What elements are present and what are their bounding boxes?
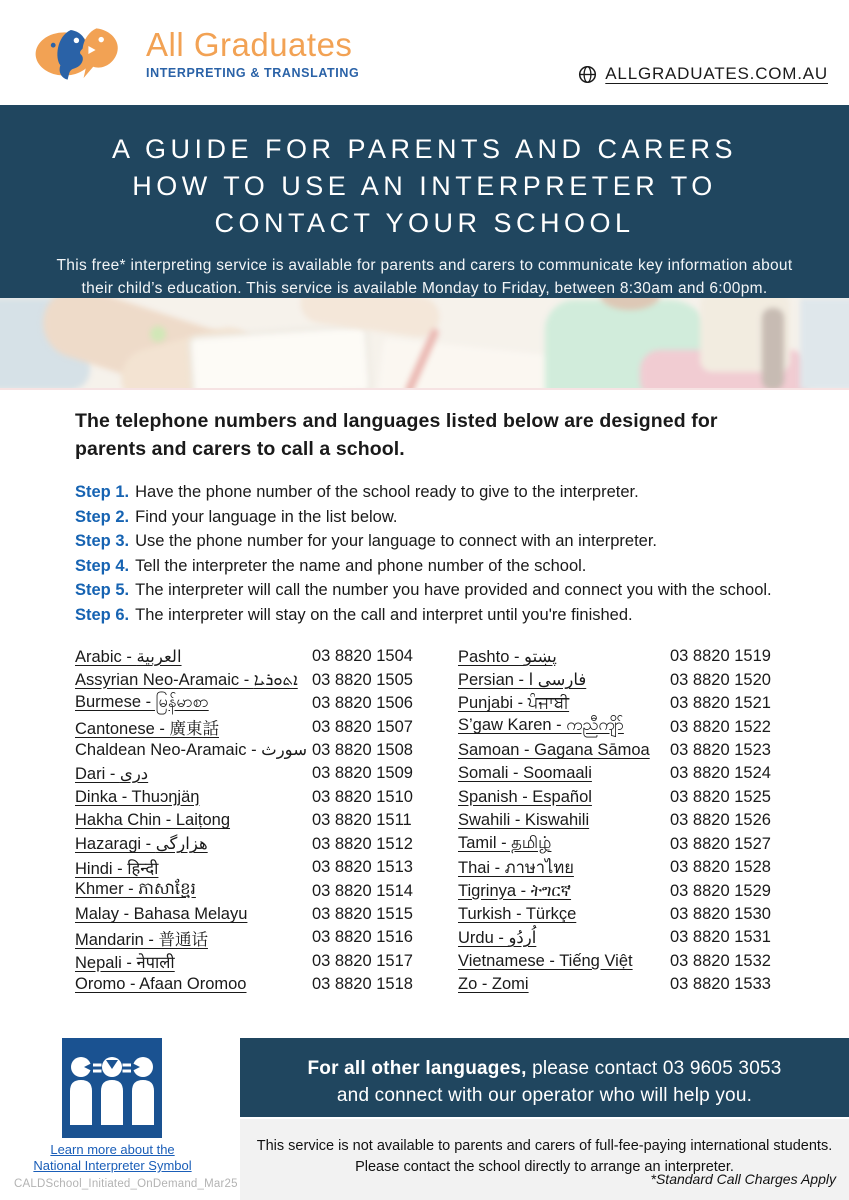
step-label: Step 1. <box>75 483 130 501</box>
step-label: Step 2. <box>75 507 130 526</box>
language-link[interactable]: Vietnamese - Tiếng Việt <box>458 951 633 970</box>
language-link[interactable]: Turkish - Türkçe <box>458 905 577 924</box>
language-link[interactable]: Dinka - Thuɔŋjäŋ <box>75 787 200 806</box>
language-link[interactable]: Cantonese - 廣東話 <box>75 720 219 739</box>
language-link[interactable]: Burmese - မြန်မာစာ <box>75 692 209 711</box>
disclaimer-line: This service is not available to parents and carers of full-fee-paying international students. <box>256 1138 833 1154</box>
step-text: Use the phone number for your language to connect with an interpreter. <box>135 532 658 551</box>
disclaimer-line: Please contact the school directly to arrange an interpreter. <box>355 1159 734 1175</box>
language-link[interactable]: Tamil - தமிழ் <box>458 833 552 852</box>
other-languages-bold: For all other languages, <box>307 1058 527 1079</box>
language-phone: 03 8820 1529 <box>670 881 771 900</box>
classroom-photo <box>0 298 849 390</box>
step-item <box>75 505 772 530</box>
language-phone: 03 8820 1532 <box>670 951 771 970</box>
language-phone: 03 8820 1518 <box>312 975 413 994</box>
brand-name: All Graduates <box>146 26 353 64</box>
header <box>0 0 849 105</box>
language-phone: 03 8820 1528 <box>670 858 771 877</box>
step-text: Tell the interpreter the name and phone number of the school. <box>135 556 587 575</box>
language-phone: 03 8820 1510 <box>312 787 413 806</box>
charges-note: *Standard Call Charges Apply <box>650 1171 836 1187</box>
step-item <box>75 578 772 603</box>
language-phone: 03 8820 1522 <box>670 717 771 736</box>
other-languages-rest: please contact 03 9605 3053 <box>526 1058 782 1079</box>
language-link[interactable]: Swahili - Kiswahili <box>458 811 590 830</box>
banner-title-line: CONTACT YOUR SCHOOL <box>214 208 635 238</box>
language-link[interactable]: Somali - Soomaali <box>458 764 592 783</box>
banner-title <box>0 131 849 242</box>
step-item <box>75 603 772 628</box>
interpreter-symbol-link-line: National Interpreter Symbol <box>33 1158 192 1173</box>
language-link[interactable]: Hazaragi - هزارگی <box>75 835 208 854</box>
language-link[interactable]: Chaldean Neo-Aramaic - سورث <box>75 741 308 760</box>
website-link[interactable] <box>578 64 828 84</box>
step-item <box>75 529 772 554</box>
language-link[interactable]: Zo - Zomi <box>458 975 529 994</box>
language-phone: 03 8820 1519 <box>670 647 771 666</box>
steps-list <box>75 480 772 628</box>
website-url: ALLGRADUATES.COM.AU <box>605 64 828 83</box>
brand-tagline: INTERPRETING & TRANSLATING <box>146 65 360 80</box>
language-link[interactable]: S’gaw Karen - ကညီကျိာ် <box>458 716 624 735</box>
banner-title-line: A GUIDE FOR PARENTS AND CARERS <box>111 134 738 164</box>
language-phone: 03 8820 1521 <box>670 694 771 713</box>
step-label: Step 6. <box>75 605 130 624</box>
banner-title-line: HOW TO USE AN INTERPRETER TO <box>132 171 717 201</box>
banner-subtitle <box>0 255 849 300</box>
language-phone: 03 8820 1506 <box>312 694 413 713</box>
language-phone: 03 8820 1508 <box>312 740 413 759</box>
language-phone: 03 8820 1520 <box>670 670 771 689</box>
language-phone: 03 8820 1531 <box>670 928 771 947</box>
language-link[interactable]: Samoan - Gagana Sāmoa <box>458 740 650 759</box>
language-phone: 03 8820 1512 <box>312 834 413 853</box>
language-link[interactable]: Punjabi - ਪੰਜਾਬੀ <box>458 694 570 713</box>
language-phone: 03 8820 1505 <box>312 670 413 689</box>
language-phone: 03 8820 1525 <box>670 787 771 806</box>
banner-subtitle-line: their child’s education. This service is available Monday to Friday, between 8:30am and 6:00pm. <box>81 279 768 297</box>
language-phone: 03 8820 1533 <box>670 975 771 994</box>
language-phone: 03 8820 1526 <box>670 811 771 830</box>
brand-logo <box>30 22 359 86</box>
step-text: The interpreter will stay on the call and interpret until you're finished. <box>135 605 633 624</box>
language-link[interactable]: Tigrinya - ትግርኛ <box>458 881 572 900</box>
language-phone: 03 8820 1530 <box>670 905 771 924</box>
step-text: Have the phone number of the school ready to give to the interpreter. <box>135 483 639 501</box>
language-column-left <box>75 645 430 997</box>
other-languages-line1 <box>240 1055 849 1082</box>
language-link[interactable]: Khmer - ភាសាខ្មែរ <box>75 880 196 899</box>
language-phone: 03 8820 1509 <box>312 764 413 783</box>
language-link[interactable]: Hindi - हिन्दी <box>75 860 159 879</box>
language-link[interactable]: Persian - فارسی ا <box>458 671 587 690</box>
language-phone: 03 8820 1524 <box>670 764 771 783</box>
language-phone: 03 8820 1511 <box>312 811 412 830</box>
language-link[interactable]: Arabic - العربية <box>75 647 182 666</box>
language-phone: 03 8820 1504 <box>312 647 413 666</box>
language-link[interactable]: Spanish - Español <box>458 787 592 806</box>
language-link[interactable]: Urdu - اُردُو <box>458 928 537 947</box>
language-link[interactable]: Nepali - नेपाली <box>75 953 175 972</box>
all-graduates-logo-icon <box>30 22 134 86</box>
language-link[interactable]: Thai - ภาษาไทย <box>458 858 574 877</box>
language-phone: 03 8820 1516 <box>312 928 413 947</box>
language-phone: 03 8820 1513 <box>312 858 413 877</box>
language-link[interactable]: Dari - دری <box>75 764 149 783</box>
disclaimer-box <box>240 1119 849 1200</box>
step-label: Step 4. <box>75 556 130 575</box>
brand-text <box>146 28 359 80</box>
step-label: Step 5. <box>75 581 130 600</box>
language-link[interactable]: Assyrian Neo-Aramaic - ܐܬܘܪܝܐ <box>75 670 298 689</box>
step-item <box>75 554 772 579</box>
language-phone: 03 8820 1527 <box>670 834 771 853</box>
interpreter-symbol-link[interactable] <box>20 1142 205 1174</box>
language-link[interactable]: Pashto - پښتو <box>458 647 557 666</box>
title-banner <box>0 105 849 298</box>
intro-heading <box>75 408 718 463</box>
language-link[interactable]: Malay - Bahasa Melayu <box>75 905 248 924</box>
other-languages-line2: and connect with our operator who will help you. <box>336 1085 753 1106</box>
language-link[interactable]: Oromo - Afaan Oromoo <box>75 975 247 994</box>
language-column-right <box>458 645 775 997</box>
photo-wash-overlay <box>0 298 849 388</box>
step-label: Step 3. <box>75 532 130 551</box>
language-phone-list <box>75 645 775 997</box>
language-phone: 03 8820 1507 <box>312 717 413 736</box>
step-item <box>75 480 772 505</box>
language-link[interactable]: Hakha Chin - Laiṭong <box>75 811 231 830</box>
banner-subtitle-line: This free* interpreting service is available for parents and carers to communicate key information about <box>56 257 793 274</box>
language-phone: 03 8820 1514 <box>312 881 413 900</box>
intro-heading-line: parents and carers to call a school. <box>75 437 405 460</box>
document-file-label: CALDSchool_Initiated_OnDemand_Mar25 <box>14 1178 238 1190</box>
interpreter-symbol-link-line: Learn more about the <box>50 1142 175 1157</box>
step-text: Find your language in the list below. <box>135 507 398 526</box>
other-languages-box <box>240 1038 849 1117</box>
intro-heading-line: The telephone numbers and languages listed below are designed for <box>75 410 718 432</box>
language-phone: 03 8820 1523 <box>670 740 771 759</box>
language-link[interactable]: Mandarin - 普通话 <box>75 930 208 949</box>
step-text: The interpreter will call the number you have provided and connect you with the school. <box>135 581 772 600</box>
language-phone: 03 8820 1517 <box>312 951 413 970</box>
globe-icon <box>578 65 597 84</box>
national-interpreter-symbol-icon <box>62 1038 162 1138</box>
language-phone: 03 8820 1515 <box>312 905 413 924</box>
